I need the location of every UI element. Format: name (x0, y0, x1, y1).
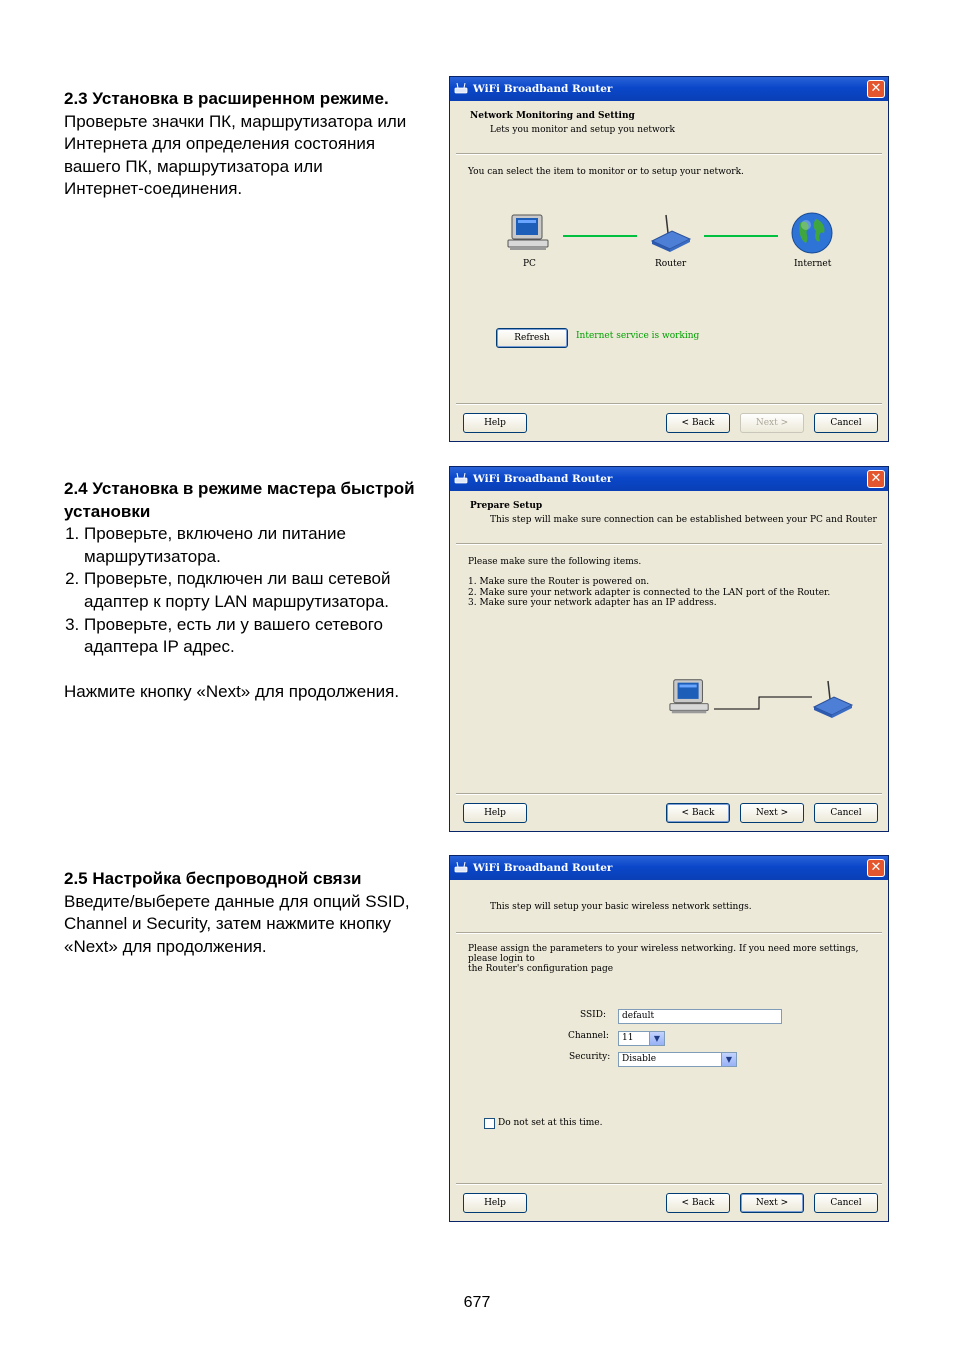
section-2-3-text (64, 88, 444, 201)
window-titlebar[interactable] (450, 77, 888, 101)
channel-label: Channel: (568, 1031, 609, 1041)
close-icon[interactable]: ✕ (867, 470, 885, 488)
step-item: 3. Make sure your network adapter has an IP address. (468, 598, 717, 608)
wizard-body (450, 155, 888, 405)
wizard-body (450, 934, 888, 1184)
section-2-3-heading: 2.3 Установка в расширенном режиме. (64, 89, 389, 108)
next-button[interactable]: Next > (740, 413, 804, 433)
next-button[interactable]: Next > (740, 803, 804, 823)
window-title: WiFi Broadband Router (473, 473, 613, 485)
chevron-down-icon[interactable]: ▼ (649, 1032, 664, 1045)
section-2-5-line: «Next» для продолжения. (64, 936, 267, 956)
internet-status-text: Internet service is working (576, 331, 700, 341)
security-value: Disable (622, 1054, 657, 1064)
ssid-label: SSID: (580, 1010, 606, 1020)
close-icon[interactable]: ✕ (867, 859, 885, 877)
window-title: WiFi Broadband Router (473, 862, 613, 874)
channel-select[interactable] (618, 1031, 665, 1046)
wireless-setup-window (449, 855, 889, 1222)
router-label: Router (655, 259, 687, 269)
router-icon[interactable] (648, 213, 694, 256)
divider (456, 793, 882, 795)
header-subtitle: This step will make sure connection can be established between your PC and Router (490, 515, 877, 525)
steps-list (468, 577, 830, 609)
internet-globe-icon[interactable] (790, 211, 834, 258)
step-item: 2. Make sure your network adapter is connected to the LAN port of the Router. (468, 587, 831, 598)
section-2-4-heading: 2.4 Установка в режиме мастера быстрой (64, 479, 415, 498)
help-button[interactable]: Help (463, 1193, 527, 1213)
list-item: 1. Проверьте, включено ли питание маршрутизатора. (84, 523, 424, 568)
intro-line: the Router's configuration page (468, 964, 614, 974)
section-2-3-line: Интернет-соединения. (64, 179, 243, 199)
page-number: 677 (463, 1294, 491, 1311)
skip-checkbox-label[interactable]: Do not set at this time. (498, 1118, 603, 1128)
internet-label: Internet (794, 259, 832, 269)
pc-icon[interactable] (506, 213, 552, 256)
section-2-4-heading-cont: установки (64, 501, 151, 521)
section-2-5-line: Введите/выберете данные для опций SSID, (64, 891, 410, 911)
section-2-3-line: Интернета для определения состояния (64, 134, 376, 154)
channel-value: 11 (622, 1033, 634, 1043)
wizard-header (450, 101, 888, 153)
section-2-4-text (64, 478, 444, 704)
section-2-3-line: Проверьте значки ПК, маршрутизатора или (64, 111, 407, 131)
intro-line: Please assign the parameters to your wireless networking. If you need more settings, please login to (468, 944, 859, 964)
wizard-body (450, 545, 888, 795)
back-button[interactable]: < Back (666, 803, 730, 823)
router-app-icon (454, 862, 468, 874)
ssid-input[interactable]: default (618, 1009, 782, 1024)
cancel-button[interactable]: Cancel (814, 803, 878, 823)
section-2-5-line: Channel и Security, затем нажмите кнопку (64, 914, 391, 934)
window-titlebar[interactable] (450, 467, 888, 491)
skip-checkbox[interactable] (484, 1118, 495, 1129)
help-button[interactable]: Help (463, 803, 527, 823)
step-item: 1. Make sure the Router is powered on. (468, 577, 650, 587)
header-title: Network Monitoring and Setting (470, 111, 635, 121)
close-icon[interactable]: ✕ (867, 80, 885, 98)
cable-line (714, 693, 814, 713)
refresh-button[interactable]: Refresh (496, 328, 568, 348)
next-button[interactable]: Next > (740, 1193, 804, 1213)
header-subtitle: Lets you monitor and setup you network (490, 125, 675, 135)
divider (456, 403, 882, 405)
pc-router-link (563, 235, 637, 237)
security-label: Security: (569, 1052, 611, 1062)
wizard-header (450, 880, 888, 932)
header-title: Prepare Setup (470, 501, 543, 511)
network-monitoring-window (449, 76, 889, 442)
intro-text: Please make sure the following items. (468, 557, 642, 567)
list-item: 2. Проверьте, подключен ли ваш сетевой адаптер к порту LAN маршрутизатора. (84, 568, 424, 613)
wizard-header (450, 491, 888, 543)
router-icon (810, 679, 856, 722)
prepare-setup-window (449, 466, 889, 832)
header-subtitle: This step will setup your basic wireless network settings. (490, 902, 752, 912)
link-line (563, 235, 637, 237)
back-button[interactable]: < Back (666, 413, 730, 433)
link-line (704, 235, 778, 237)
section-2-5-text (64, 868, 444, 958)
window-title: WiFi Broadband Router (473, 83, 613, 95)
router-app-icon (454, 83, 468, 95)
divider (456, 1183, 882, 1185)
intro-text (468, 944, 888, 974)
window-titlebar[interactable] (450, 856, 888, 880)
security-select[interactable] (618, 1052, 737, 1067)
list-item: 3. Проверьте, есть ли у вашего сетевого адаптера IP адрес. (84, 614, 424, 659)
router-app-icon (454, 473, 468, 485)
section-2-5-heading: 2.5 Настройка беспроводной связи (64, 869, 362, 888)
cancel-button[interactable]: Cancel (814, 1193, 878, 1213)
back-button[interactable]: < Back (666, 1193, 730, 1213)
pc-icon (668, 677, 712, 720)
cancel-button[interactable]: Cancel (814, 413, 878, 433)
section-2-4-list (64, 523, 424, 659)
pc-label: PC (523, 259, 536, 269)
instruction-text: You can select the item to monitor or to setup your network. (468, 167, 744, 177)
help-button[interactable]: Help (463, 413, 527, 433)
section-2-4-note: Нажмите кнопку «Next» для продолжения. (64, 682, 400, 702)
section-2-3-line: вашего ПК, маршрутизатора или (64, 156, 323, 176)
router-internet-link (704, 235, 778, 237)
chevron-down-icon[interactable]: ▼ (721, 1053, 736, 1066)
